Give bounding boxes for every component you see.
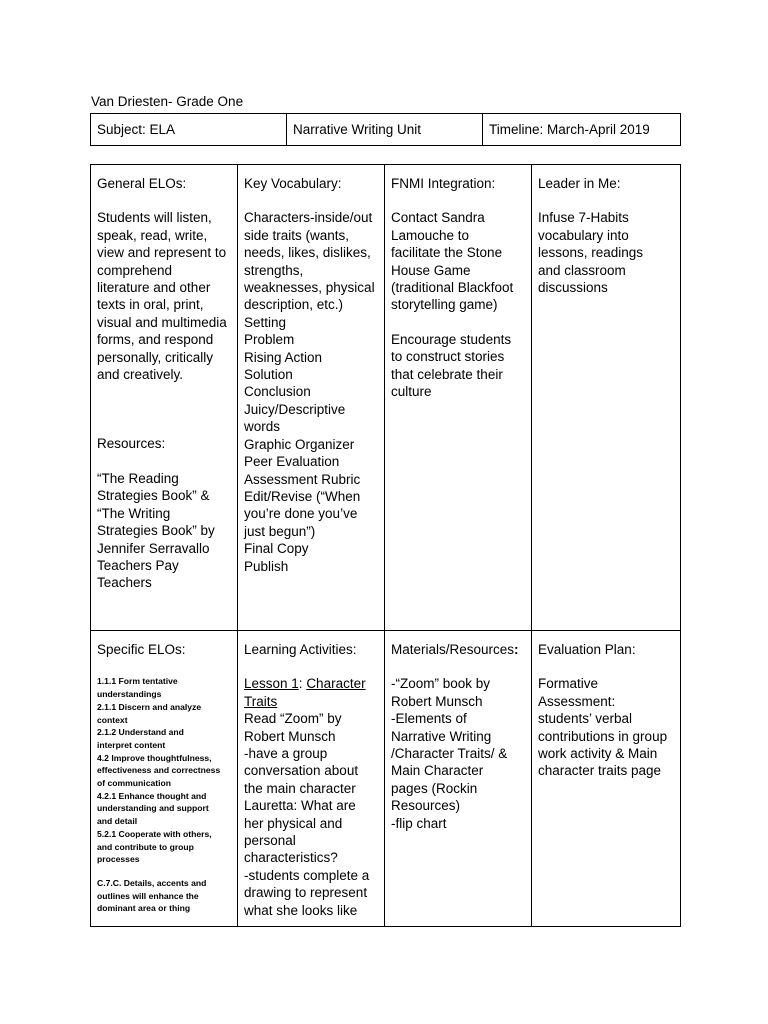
leader-heading: Leader in Me: [538,176,621,191]
note-line: outlines will enhance the [97,890,199,901]
activity-line: personal [244,833,296,849]
materials-list [391,675,526,832]
specific-elos-cell [91,631,238,927]
vocab-line: Edit/Revise (“When [244,488,361,504]
vocab-line: Graphic Organizer [244,436,355,452]
text-line: personally, critically [97,349,214,365]
vocab-line: needs, likes, dislikes, [244,245,371,261]
vocab-line: Publish [244,558,289,574]
evaluation-plan-cell [532,631,681,927]
fnmi-heading: FNMI Integration: [391,176,496,191]
text-line: discussions [538,280,608,296]
text-line: comprehend [97,262,173,278]
general-elos-heading: General ELOs: [97,176,187,191]
note-line: C.7.C. Details, accents and [97,877,207,888]
text-line: facilitate the Stone [391,245,503,261]
header-table [90,113,681,146]
text-line: literature and other [97,280,211,296]
lesson-title-continued [244,693,379,710]
text-line: culture [391,384,432,400]
elo-line: understandings [97,689,162,700]
general-elos-cell [91,165,238,631]
vocab-line: strengths, [244,262,304,278]
activity-line: her physical and [244,815,343,831]
text-line: Contact Sandra [391,210,485,226]
text-line: vocabulary into [538,227,629,243]
evaluation-text [538,675,675,779]
resources-heading: Resources: [97,436,166,452]
elo-line: context [97,714,128,725]
activity-line: Lauretta: What are [244,798,356,814]
vocab-line: description, etc.) [244,297,344,313]
text-line: Encourage students [391,331,512,347]
text-line: visual and multimedia [97,314,227,330]
vocab-line: side traits (wants, [244,227,350,243]
vocab-line: Juicy/Descriptive [244,401,346,417]
key-vocabulary-heading: Key Vocabulary: [244,176,342,191]
vocab-line: Final Copy [244,541,309,557]
general-elos-text [97,209,232,383]
text-line: speak, read, write, [97,227,208,243]
text-line: contributions in group [538,728,668,744]
lesson-1-block [244,675,379,919]
materials-resources-cell [385,631,532,927]
elo-line: and contribute to group [97,841,194,852]
header-row [91,114,681,146]
material-line: pages (Rockin [391,780,478,796]
text-line: to construct stories [391,349,505,365]
plan-row-2 [91,631,681,927]
text-line: character traits page [538,763,662,779]
unit-cell: Narrative Writing Unit [287,114,483,146]
elo-line: 5.2.1 Cooperate with others, [97,828,212,839]
text-line: “The Reading [97,470,179,486]
text-line: forms, and respond [97,332,214,348]
activity-line: what she looks like [244,902,358,918]
main-plan-table [90,164,681,927]
elo-line: 2.1.2 Understand and [97,727,184,738]
text-line: Jennifer Serravallo [97,540,210,556]
text-line: Students will listen, [97,210,212,226]
specific-elos-heading: Specific ELOs: [97,642,186,657]
plan-row-1 [91,165,681,631]
material-line: -flip chart [391,815,447,831]
material-line: Narrative Writing [391,728,492,744]
vocab-line: Rising Action [244,349,323,365]
materials-heading-colon: : [514,642,519,657]
fnmi-paragraph-2 [391,331,526,401]
vocab-line: Characters-inside/out [244,210,373,226]
text-line: Formative [538,676,599,692]
vocab-line: Peer Evaluation [244,454,340,470]
learning-activities-cell [238,631,385,927]
key-vocabulary-cell [238,165,385,631]
fnmi-integration-cell [385,165,532,631]
text-line: and creatively. [97,367,184,383]
materials-heading-text: Materials/Resources [391,642,515,657]
leader-text [538,209,675,296]
elo-line: of communication [97,778,172,789]
text-line: Strategies Book” by [97,523,215,539]
material-line: -Elements of [391,711,467,727]
lesson-colon: : [298,676,307,692]
text-line: view and represent to [97,245,227,261]
text-line: Lamouche to [391,227,470,243]
material-line: Resources) [391,798,461,814]
fnmi-paragraph-1 [391,209,526,313]
elo-line: understanding and support [97,803,209,814]
activity-line: drawing to represent [244,885,368,901]
subject-cell: Subject: ELA [91,114,287,146]
key-vocabulary-list [244,209,379,575]
text-line: (traditional Blackfoot [391,280,514,296]
text-line: Teachers [97,575,152,591]
text-line: work activity & Main [538,746,658,762]
elo-line: 4.2 Improve thoughtfulness, [97,752,212,763]
text-line: students’ verbal [538,711,633,727]
text-line: House Game [391,262,471,278]
elo-line: effectiveness and correctness [97,765,221,776]
activity-line: the main character [244,780,356,796]
lesson-title-2: Traits [244,693,278,709]
vocab-line: Setting [244,314,287,330]
elo-line: interpret content [97,739,166,750]
elo-line: 2.1.1 Discern and analyze [97,701,202,712]
elo-line: and detail [97,816,138,827]
art-outcome-note [97,877,232,915]
note-line: dominant area or thing [97,903,191,914]
vocab-line: words [244,419,281,435]
vocab-line: you’re done you’ve [244,506,358,522]
vocab-line: weaknesses, physical [244,280,375,296]
specific-elos-list [97,675,232,866]
activity-line: -students complete a [244,867,370,883]
vocab-line: Conclusion [244,384,311,400]
lesson-title: Character [306,676,366,692]
material-line: Main Character [391,763,484,779]
text-line: Teachers Pay [97,557,179,573]
text-line: lessons, readings [538,245,644,261]
lesson-label: Lesson 1 [244,676,299,692]
document-title: Van Driesten- Grade One [91,94,244,109]
elo-line: 1.1.1 Form tentative [97,676,178,687]
leader-in-me-cell [532,165,681,631]
vocab-line: just begun”) [244,523,316,539]
text-line: Strategies Book” & [97,488,210,504]
evaluation-heading: Evaluation Plan: [538,642,636,657]
material-line: Robert Munsch [391,693,483,709]
text-line: that celebrate their [391,366,503,382]
learning-activities-heading: Learning Activities: [244,642,357,657]
text-line: and classroom [538,262,626,278]
activity-line: Read “Zoom” by [244,711,342,727]
vocab-line: Assessment Rubric [244,471,361,487]
activity-line: -have a group [244,746,328,762]
timeline-cell: Timeline: March-April 2019 [483,114,681,146]
activity-line: conversation about [244,763,359,779]
vocab-line: Solution [244,367,293,383]
materials-heading [391,641,526,658]
material-line: -“Zoom” book by [391,676,491,692]
text-line: “The Writing [97,505,171,521]
text-line: Assessment: [538,693,616,709]
text-line: Infuse 7-Habits [538,210,629,226]
material-line: /Character Traits/ & [391,746,508,762]
resources-text [97,470,232,592]
vocab-line: Problem [244,332,295,348]
text-line: texts in oral, print, [97,297,204,313]
text-line: storytelling game) [391,297,498,313]
lesson-1-title-line [244,675,379,692]
activity-line: Robert Munsch [244,728,336,744]
activity-line: characteristics? [244,850,338,866]
elo-line: 4.2.1 Enhance thought and [97,790,207,801]
elo-line: processes [97,854,140,865]
